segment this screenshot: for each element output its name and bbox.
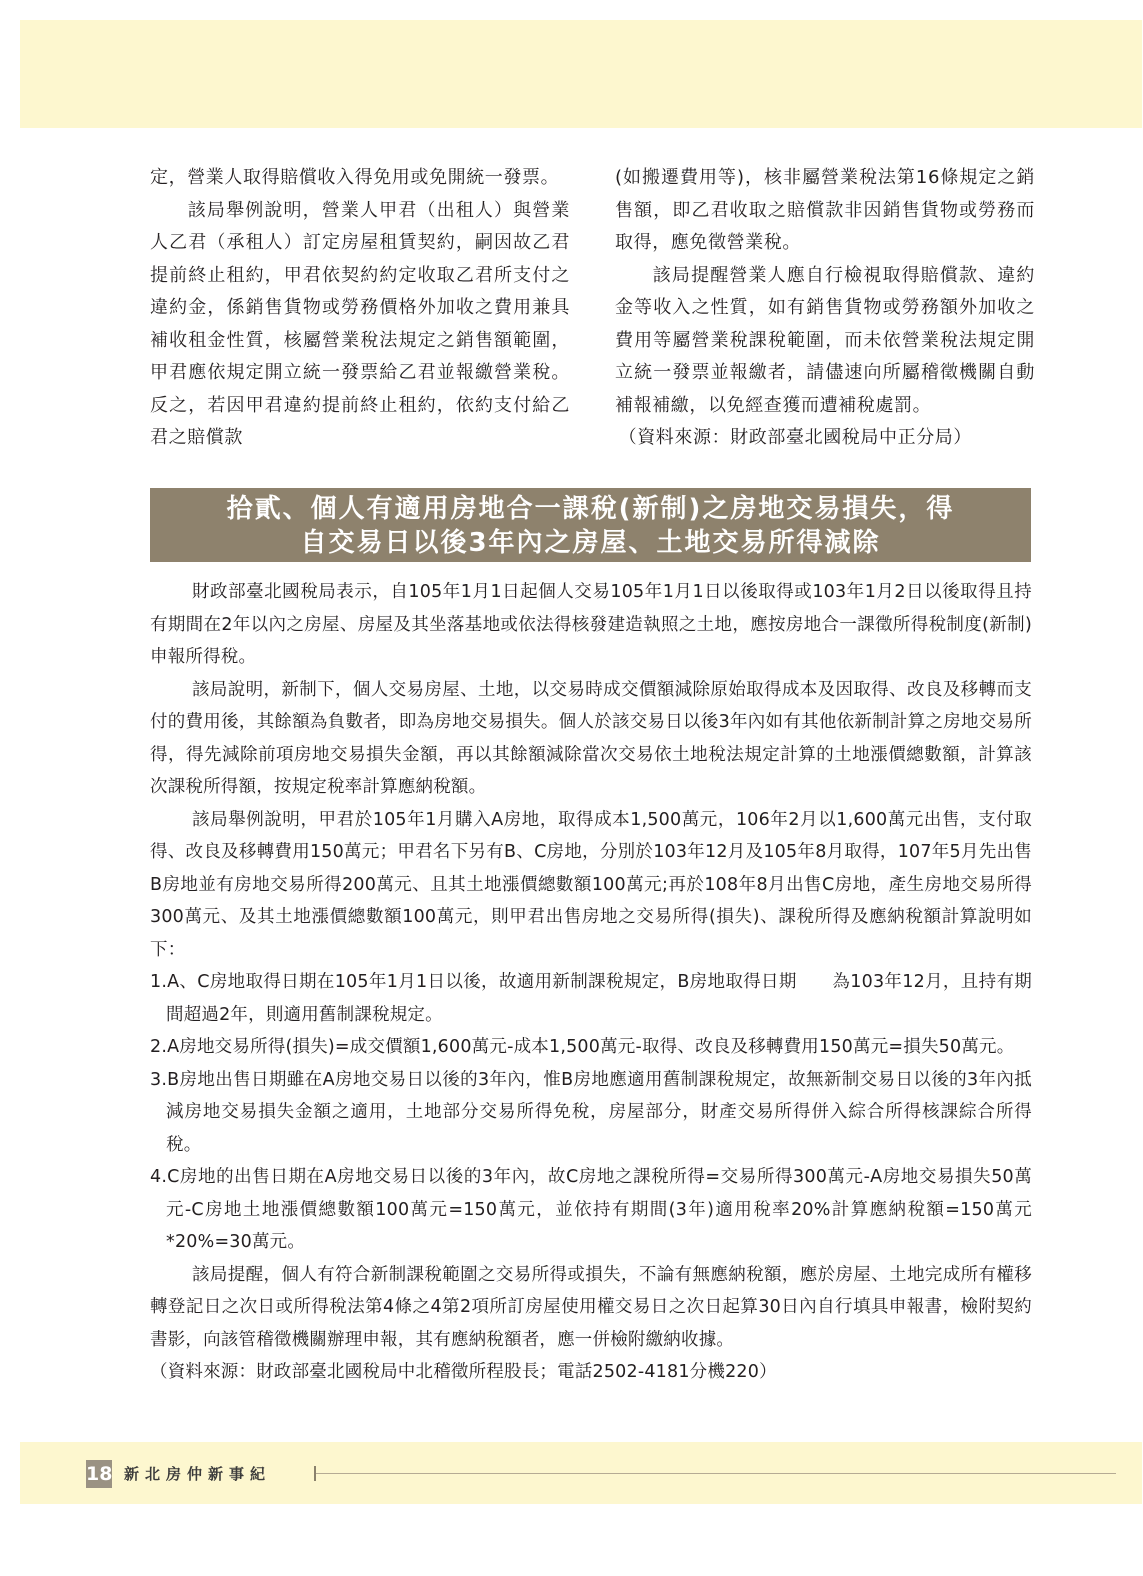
page-number: 18 [86, 1460, 112, 1488]
left-para-1: 定，營業人取得賠償收入得免用或免開統一發票。 [150, 167, 560, 188]
list-item: 3.B房地出售日期雖在A房地交易日以後的3年內，惟B房地應適用舊制課稅規定，故無新制交易日以後的3年內抵減房地交易損失金額之適用，土地部分交易所得免稅，房屋部分，財產交易所得併入綜合所得核課綜合所得稅。 [150, 1069, 1032, 1155]
list-item: 2.A房地交易所得(損失)=成交價額1,600萬元-成本1,500萬元-取得、改良及移轉費用150萬元=損失50萬元。 [150, 1037, 1015, 1057]
body-para-1: 財政部臺北國稅局表示，自105年1月1日起個人交易105年1月1日以後取得或103年1月2日以後取得且持有期間在2年以內之房屋、房屋及其坐落基地或依法得核發建造執照之土地，應按房地合一課徵所得稅制度(新制)申報所得稅。 [150, 582, 1032, 667]
article-body [150, 576, 1032, 1389]
right-source: （資料來源：財政部臺北國稅局中正分局） [618, 427, 972, 448]
list-item: 1.A、C房地取得日期在105年1月1日以後，故適用新制課稅規定，B房地取得日期 為103年12月，且持有期間超過2年，則適用舊制課稅規定。 [150, 972, 1032, 1025]
body-source: （資料來源：財政部臺北國稅局中北稽徵所程股長；電話2502-4181分機220） [150, 1362, 777, 1382]
section-heading-line-1: 拾貳、個人有適用房地合一課稅(新制)之房地交易損失，得 [226, 494, 955, 524]
top-header-band [20, 20, 1142, 128]
right-column [615, 162, 1035, 455]
right-para-1: (如搬遷費用等)，核非屬營業稅法第16條規定之銷售額，即乙君收取之賠償款非因銷售貨物或勞務而取得，應免徵營業稅。 [615, 167, 1035, 253]
right-para-2: 該局提醒營業人應自行檢視取得賠償款、違約金等收入之性質，如有銷售貨物或勞務額外加收之費用等屬營業稅課稅範圍，而未依營業稅法規定開立統一發票並報繳者，請儘速向所屬稽徵機關自動補報補繳，以免經查獲而遭補稅處罰。 [615, 264, 1035, 416]
body-para-2: 該局說明，新制下，個人交易房屋、土地，以交易時成交價額減除原始取得成本及因取得、改良及移轉而支付的費用後，其餘額為負數者，即為房地交易損失。個人於該交易日以後3年內如有其他依新制計算之房地交易所得，得先減除前項房地交易損失金額，再以其餘額減除當次交易依土地稅法規定計算的土地漲價總數額，計算該次課稅所得額，按規定稅率計算應納稅額。 [150, 679, 1032, 797]
footer-divider-line [316, 1473, 1116, 1474]
body-para-4: 該局提醒，個人有符合新制課稅範圍之交易所得或損失，不論有無應納稅額，應於房屋、土地完成所有權移轉登記日之次日或所得稅法第4條之4第2項所訂房屋使用權交易日之次日起算30日內自行填具申報書，檢附契約書影，向該管稽徵機關辦理申報，其有應納稅額者，應一併檢附繳納收據。 [150, 1264, 1032, 1350]
section-heading [150, 488, 1031, 562]
list-item: 4.C房地的出售日期在A房地交易日以後的3年內，故C房地之課稅所得=交易所得300萬元-A房地交易損失50萬元-C房地土地漲價總數額100萬元=150萬元，並依持有期間(3年)適用稅率20%計算應納稅額=150萬元*20%=30萬元。 [150, 1167, 1032, 1252]
publication-title: 新北房仲新事紀 [124, 1465, 272, 1483]
section-heading-line-2: 自交易日以後3年內之房屋、土地交易所得減除 [300, 528, 881, 558]
calculation-list [150, 966, 1032, 1259]
body-para-3: 該局舉例說明，甲君於105年1月購入A房地，取得成本1,500萬元，106年2月以1,600萬元出售，支付取得、改良及移轉費用150萬元；甲君名下另有B、C房地，分別於103年12月及105年8月取得，107年5月先出售B房地並有房地交易所得200萬元、且其土地漲價總數額100萬元;再於108年8月出售C房地，產生房地交易所得300萬元、及其土地漲價總數額100萬元，則甲君出售房地之交易所得(損失)、課稅所得及應納稅額計算說明如下： [150, 809, 1032, 960]
left-para-2: 該局舉例說明，營業人甲君（出租人）與營業人乙君（承租人）訂定房屋租賃契約，嗣因故乙君提前終止租約，甲君依契約約定收取乙君所支付之違約金，係銷售貨物或勞務價格外加收之費用兼具補收租金性質，核屬營業稅法規定之銷售額範圍，甲君應依規定開立統一發票給乙君並報繳營業稅。反之，若因甲君違約提前終止租約，依約支付給乙君之賠償款 [150, 199, 570, 448]
page-footer [86, 1460, 1126, 1488]
left-column [150, 162, 570, 455]
